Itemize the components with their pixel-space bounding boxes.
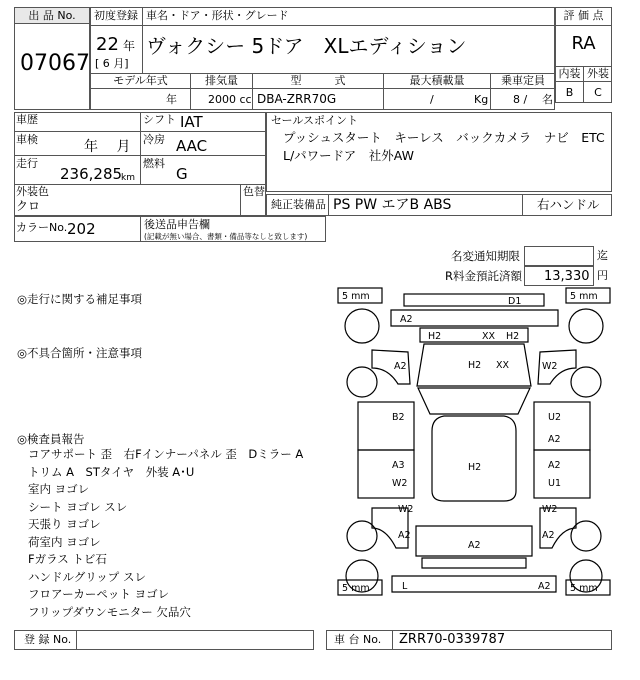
mark-front-bumper: D1	[508, 296, 522, 307]
divider	[142, 25, 143, 73]
genuine-label: 純正装備品	[271, 198, 326, 211]
after-doc-note: (記載が無い場合、書類・備品等なしと致します)	[144, 232, 308, 241]
shift-label: シフト	[143, 113, 176, 126]
color-no-label: カラーNo.	[16, 221, 68, 234]
max-load-value: /	[430, 93, 434, 106]
defect-note-label: ◎不具合箇所・注意事項	[17, 346, 143, 360]
tire-depth-rr: 5 mm	[570, 583, 598, 594]
divider	[328, 194, 329, 216]
mark-rear-left-w2: W2	[398, 504, 414, 515]
displacement-value: 2000 cc	[208, 93, 252, 106]
mileage-unit: km	[121, 173, 135, 183]
car-damage-diagram	[336, 286, 612, 630]
mark-back-door: A2	[468, 540, 481, 551]
reg-no-label: 登 録 No.	[24, 633, 72, 646]
genuine-value: PS PW エアB ABS	[333, 197, 452, 213]
mark-hood-xx2: XX	[496, 360, 510, 371]
inspection-label: 車検	[16, 133, 38, 146]
exterior-value: C	[594, 86, 602, 99]
chassis-value: ZRR70-0339787	[399, 632, 506, 647]
fuel-label: 燃料	[143, 157, 165, 170]
sales-point-label: セールスポイント	[271, 114, 359, 127]
driving-note-label: ◎走行に関する補足事項	[17, 292, 143, 306]
shift-value: IAT	[180, 113, 203, 131]
first-reg-month: [ 6 月]	[95, 57, 129, 70]
interior-value: B	[565, 86, 574, 99]
max-load-label: 最大積載量	[409, 74, 465, 87]
mark-door-right-a2: A2	[548, 434, 561, 445]
divider	[522, 194, 523, 216]
divider	[14, 131, 266, 132]
sales-point-line2: L/パワードア 社外AW	[283, 148, 415, 163]
mark-hood-h2: H2	[468, 360, 482, 371]
inspector-line: フロアーカーペット ヨゴレ	[28, 587, 170, 601]
inspector-line: トリム A STタイヤ 外装 A･U	[28, 464, 195, 479]
recycle-label: R料金預託済額	[445, 269, 522, 283]
fuel-value: G	[176, 165, 188, 183]
tire-depth-fr: 5 mm	[570, 291, 598, 302]
chassis-label: 車 台 No.	[334, 633, 382, 646]
mark-rear-bumper-a2: A2	[538, 581, 551, 592]
inspection-value: 年 月	[84, 139, 131, 155]
mark-roof: H2	[468, 462, 482, 473]
model-value: DBA-ZRR70G	[257, 92, 337, 106]
history-label: 車歴	[16, 113, 38, 126]
recycle-unit: 円	[597, 269, 608, 282]
model-label: 型 式	[290, 74, 346, 87]
divider	[240, 184, 241, 216]
capacity-value: 8 /	[513, 93, 528, 106]
inspector-line: 荷室内 ヨゴレ	[28, 534, 101, 549]
mark-door-right-u2: U2	[548, 412, 561, 423]
sales-point-line1: プッシュスタート キーレス バックカメラ ナビ ETC	[283, 130, 605, 145]
divider	[76, 630, 77, 650]
max-load-unit: Kg	[474, 93, 489, 106]
divider	[142, 7, 143, 25]
mark-front-fender-right: W2	[542, 361, 558, 372]
capacity-unit: 名	[542, 93, 553, 106]
mark-hood-xx: XX	[482, 331, 496, 342]
mileage-value: 236,285	[60, 165, 123, 183]
tire-depth-rl: 5 mm	[342, 583, 370, 594]
lot-no-label: 出 品 No.	[15, 8, 89, 23]
inspector-line: 室内 ヨゴレ	[28, 482, 90, 496]
divider	[140, 112, 141, 184]
mark-front-fender-left: A2	[394, 361, 407, 372]
mark-rear-left-a2: A2	[398, 530, 411, 541]
grade-label: 評 価 点	[563, 9, 604, 22]
divider	[90, 25, 555, 26]
inspector-line: フリップダウンモニター 欠品穴	[28, 604, 191, 619]
first-reg-year-unit: 年	[123, 39, 136, 53]
divider	[14, 155, 266, 156]
mark-rear-right-w2: W2	[542, 504, 558, 515]
divider	[555, 25, 612, 26]
divider	[555, 81, 612, 82]
car-name-label: 車名・ドア・形状・グレード	[146, 9, 289, 22]
divider	[14, 23, 90, 24]
displacement-label: 排気量	[205, 74, 238, 87]
mark-hood-right: H2	[506, 331, 520, 342]
divider	[14, 184, 266, 185]
tire-depth-fl: 5 mm	[342, 291, 370, 302]
inspector-line: ハンドルグリップ スレ	[28, 569, 146, 584]
mark-rear-bumper-l: L	[402, 581, 408, 592]
name-change-label: 名変通知期限	[451, 249, 520, 263]
color-change-label: 色替	[243, 185, 265, 198]
divider	[392, 630, 393, 650]
name-change-box	[524, 246, 594, 266]
ac-value: AAC	[176, 137, 208, 155]
mark-hood-left: H2	[428, 331, 442, 342]
mark-front-left: A2	[400, 314, 413, 325]
first-reg-label: 初度登録	[94, 9, 138, 22]
mark-door-left-a3: A3	[392, 460, 405, 471]
lot-no: 07067	[20, 51, 90, 76]
divider	[140, 216, 141, 242]
color-no-value: 202	[67, 220, 96, 238]
first-reg-year: 22	[96, 34, 119, 55]
color-value: クロ	[16, 199, 41, 213]
capacity-label: 乗車定員	[501, 74, 545, 87]
inspector-report-label: ◎検査員報告	[17, 432, 85, 446]
exterior-label: 外装	[587, 67, 609, 80]
inspector-line: コアサポート 歪 右Fインナーパネル 歪 Dミラー A	[28, 447, 304, 461]
grade-value: RA	[571, 33, 596, 54]
inspector-line: Fガラス トビ石	[28, 552, 107, 566]
mileage-label: 走行	[16, 157, 38, 170]
inspector-report-lines	[28, 447, 304, 627]
mark-door-left-w2: W2	[392, 478, 408, 489]
mark-rear-right-a2: A2	[542, 530, 555, 541]
inspector-line: シート ヨゴレ スレ	[28, 499, 128, 514]
car-name: ヴォクシー 5ドア XLエディション	[146, 34, 467, 58]
mark-door-right2-u1: U1	[548, 478, 561, 489]
recycle-value: 13,330	[544, 269, 590, 284]
mark-door-right2-a2: A2	[548, 460, 561, 471]
inspector-line: 天張り ヨゴレ	[28, 517, 101, 531]
model-year-value: 年	[166, 93, 177, 106]
model-year-label: モデル年式	[113, 74, 168, 87]
mark-pillar-left: B2	[392, 412, 405, 423]
divider	[90, 88, 555, 89]
interior-label: 内装	[558, 67, 581, 80]
color-label: 外装色	[16, 185, 49, 198]
after-doc-label: 後送品申告欄	[144, 218, 210, 231]
name-change-unit: 迄	[597, 249, 608, 262]
steering-value: 右ハンドル	[537, 197, 600, 212]
ac-label: 冷房	[143, 133, 165, 146]
